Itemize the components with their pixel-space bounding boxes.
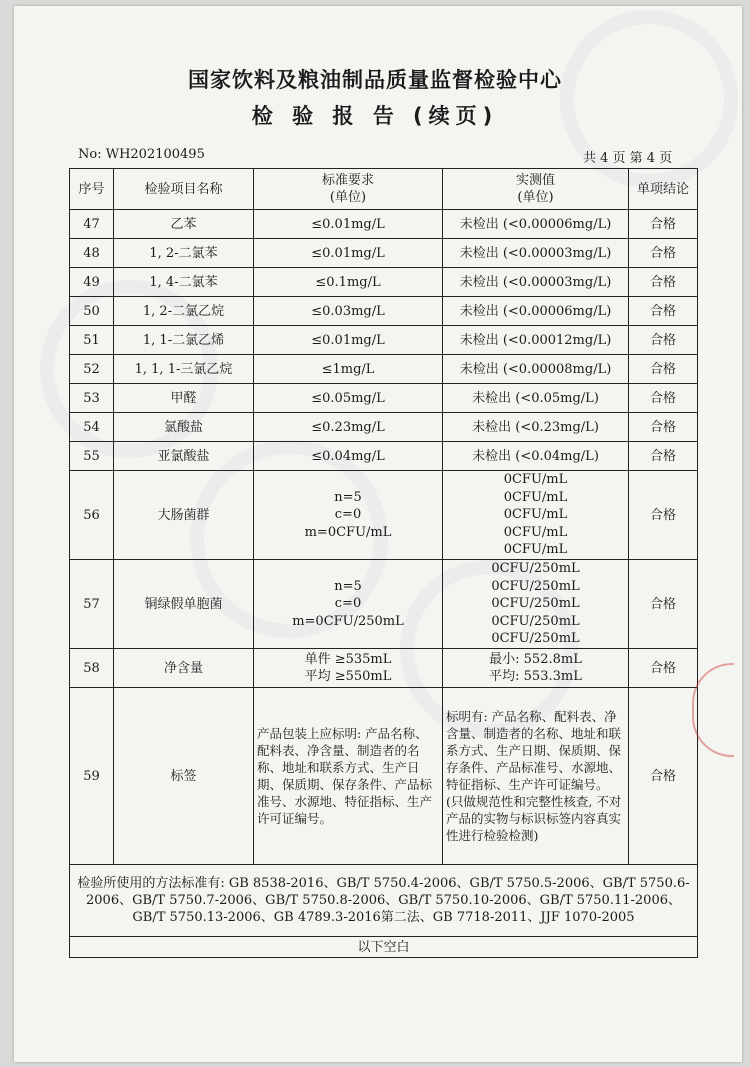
footer-row (70, 937, 698, 958)
table-row: 56 大肠菌群 n=5 c=0 m=0CFU/mL 0CFU/mL 0CFU/mL 0CFU/mL 0CFU/mL 0CFU/mL 合格 (70, 471, 698, 560)
label-requirement: 产品包装上应标明: 产品名称、配料表、净含量、制造者的名称、地址和联系方式、生产日期、保质期、保存条件、产品标准号、水源地、特征指标、生产许可证编号。 (254, 688, 443, 865)
report-title: 检 验 报 告 (续页) (251, 104, 499, 128)
blank-note: 以下空白 (70, 937, 698, 958)
org-title: 国家饮料及粮油制品质量监督检验中心 (188, 68, 562, 92)
table-row: 47 乙苯 ≤0.01mg/L 未检出 (<0.00006mg/L) 合格 (70, 210, 698, 239)
table-row: 58 净含量 单件 ≥535mL 平均 ≥550mL 最小: 552.8mL 平均: 553.3mL 合格 (70, 649, 698, 688)
col-verdict: 单项结论 (629, 169, 698, 210)
col-item: 检验项目名称 (114, 169, 254, 210)
methods-row (70, 865, 698, 937)
page-info: 共 4 页 第 4 页 (583, 151, 673, 166)
table-row: 50 1, 2-二氯乙烷 ≤0.03mg/L 未检出 (<0.00006mg/L) 合格 (70, 297, 698, 326)
table-row: 52 1, 1, 1-三氯乙烷 ≤1mg/L 未检出 (<0.00008mg/L) 合格 (70, 355, 698, 384)
table-row: 55 亚氯酸盐 ≤0.04mg/L 未检出 (<0.04mg/L) 合格 (70, 442, 698, 471)
table-header (70, 169, 698, 210)
table-row: 54 氯酸盐 ≤0.23mg/L 未检出 (<0.23mg/L) 合格 (70, 413, 698, 442)
table-row: 59 标签 产品包装上应标明: 产品名称、配料表、净含量、制造者的名称、地址和联系方式、生产日期、保质期、保存条件、产品标准号、水源地、特征指标、生产许可证编号。 标明有: 产品名称、配料表、净含量、制造者的名称、地址和联系方式、生产日期、保质期、保存条件、产品标准号、水源地、特征指标、生产许可证编号。(只做规范性和完整性核查, 不对产品的实物与标识标签内容真实性进行检验检测) 合格 (70, 688, 698, 865)
col-result: 实测值 (单位) (443, 169, 629, 210)
label-finding: 标明有: 产品名称、配料表、净含量、制造者的名称、地址和联系方式、生产日期、保质期、保存条件、产品标准号、水源地、特征指标、生产许可证编号。(只做规范性和完整性核查, 不对产品的实物与标识标签内容真实性进行检验检测) (443, 688, 629, 865)
report-number: No: WH202100495 (78, 147, 205, 162)
table-row: 51 1, 1-二氯乙烯 ≤0.01mg/L 未检出 (<0.00012mg/L) 合格 (70, 326, 698, 355)
table-row: 53 甲醛 ≤0.05mg/L 未检出 (<0.05mg/L) 合格 (70, 384, 698, 413)
methods-text: 检验所使用的方法标准有: GB 8538-2016、GB/T 5750.4-2006、GB/T 5750.5-2006、GB/T 5750.6-2006、GB/T 5750.7-2006、GB/T 5750.8-2006、GB/T 5750.10-2006、GB/T 5750.11-2006、GB/T 5750.13-2006、GB 4789.3-2016第二法、GB 7718-2011、JJF 1070-2005 (70, 865, 698, 937)
col-std: 标准要求 (单位) (254, 169, 443, 210)
results-table (69, 168, 698, 958)
col-seq: 序号 (70, 169, 114, 210)
table-row: 49 1, 4-二氯苯 ≤0.1mg/L 未检出 (<0.00003mg/L) 合格 (70, 268, 698, 297)
table-row: 48 1, 2-二氯苯 ≤0.01mg/L 未检出 (<0.00003mg/L) 合格 (70, 239, 698, 268)
table-row: 57 铜绿假单胞菌 n=5 c=0 m=0CFU/250mL 0CFU/250mL 0CFU/250mL 0CFU/250mL 0CFU/250mL 0CFU/250mL 合格 (70, 560, 698, 649)
